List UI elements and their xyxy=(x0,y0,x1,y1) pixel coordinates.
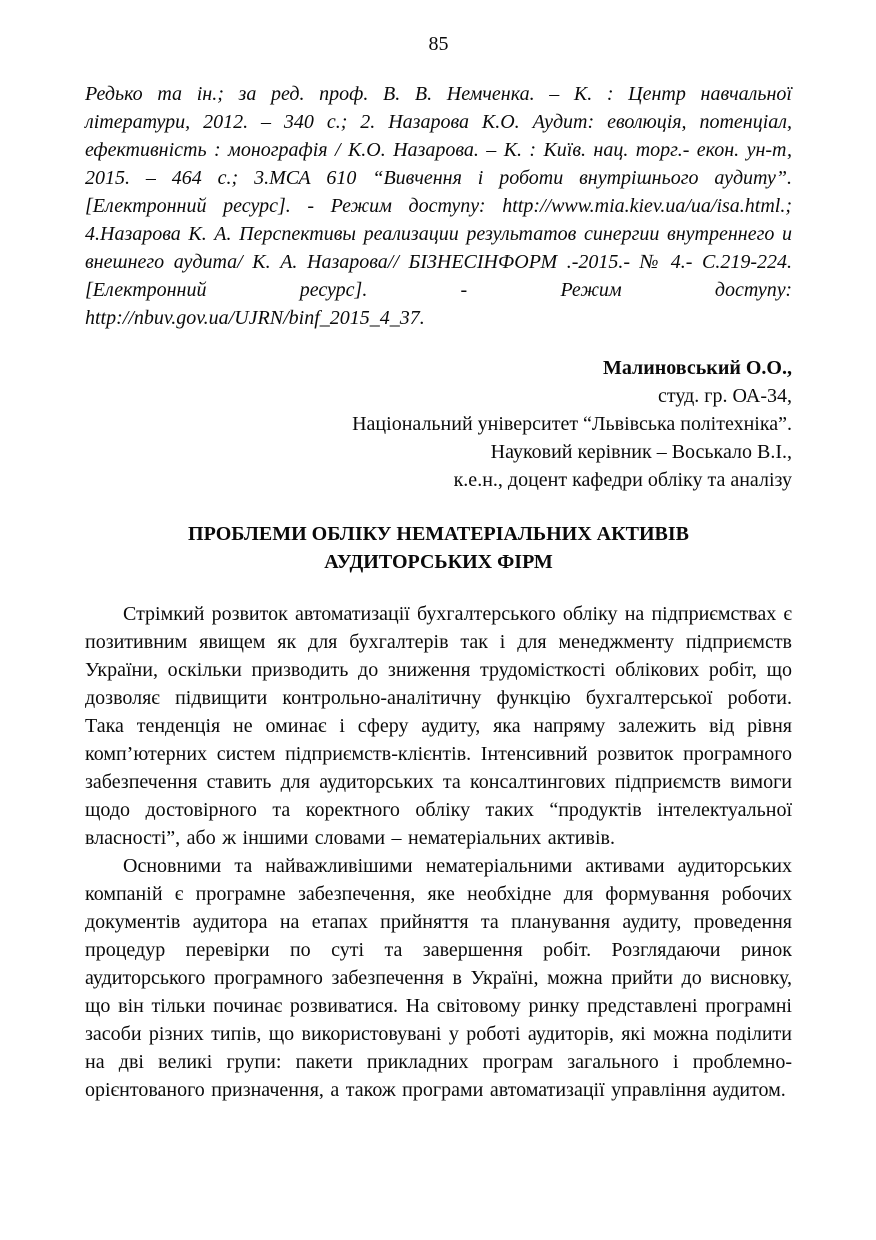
paper-title-line-2: АУДИТОРСЬКИХ ФІРМ xyxy=(324,551,553,573)
page-number: 85 xyxy=(428,33,449,55)
author-name: Малиновський О.О., xyxy=(602,357,792,379)
paper-title-line-1: ПРОБЛЕМИ ОБЛІКУ НЕМАТЕРІАЛЬНИХ АКТИВІВ xyxy=(188,523,689,545)
author-supervisor-line: Науковий керівник – Воськало В.І., xyxy=(490,441,792,463)
author-block xyxy=(85,354,792,494)
author-supervisor-title-line: к.е.н., доцент кафедри обліку та аналізу xyxy=(453,469,792,491)
references-paragraph: Редько та ін.; за ред. проф. В. В. Немченка. – К. : Центр навчальної літератури, 2012. – 340 с.; 2. Назарова К.О. Аудит: еволюція, потенціал, ефективність : монографія / К.О. Назарова. – К. : Київ. нац. торг.- екон. ун-т, 2015. – 464 с.; 3.МСА 610 “Вивчення і роботи внутрішнього аудиту”. [Електронний ресурс]. - Режим доступу: http://www.mia.kiev.ua/ua/isa.html.; 4.Назарова К. А. Перспективы реализации результатов синергии внутреннего и внешнего аудита/ К. А. Назарова// БІЗНЕСІНФОРМ .-2015.- № 4.- С.219-224. [Електронний ресурс]. - Режим доступу: http://nbuv.gov.ua/UJRN/binf_2015_4_37. xyxy=(85,83,792,329)
author-university-line: Національний університет “Львівська політехніка”. xyxy=(352,413,792,435)
author-group-line: студ. гр. ОА-34, xyxy=(657,385,792,407)
body-paragraph: Основними та найважливішими нематеріальними активами аудиторських компаній є програмне забезпечення, яке необхідне для формування робочих документів аудитора на етапах прийняття та планування аудиту, проведення процедур перевірки по суті та завершення робіт. Розглядаючи ринок аудиторського програмного забезпечення в Україні, можна прийти до висновку, що він тільки починає розвиватися. На світовому ринку представлені програмні засоби різних типів, що використовувані у роботі аудиторів, які можна поділити на дві великі групи: пакети прикладних програм загального і проблемно-орієнтованого призначення, а також програми автоматизації управління аудитом. xyxy=(85,855,792,1101)
body-paragraph: Стрімкий розвиток автоматизації бухгалтерського обліку на підприємствах є позитивним явищем як для бухгалтерів так і для менеджменту підприємств України, оскільки призводить до зниження трудомісткості облікових робіт, що дозволяє підвищити контрольно-аналітичну функцію бухгалтерської роботи. Така тенденція не оминає і сферу аудиту, яка напряму залежить від рівня комп’ютерних систем підприємств-клієнтів. Інтенсивний розвиток програмного забезпечення ставить для аудиторських та консалтингових підприємств вимоги щодо достовірного та коректного обліку таких “продуктів інтелектуальної власності”, або ж іншими словами – нематеріальних активів. xyxy=(85,603,792,849)
paper-title xyxy=(85,520,792,576)
